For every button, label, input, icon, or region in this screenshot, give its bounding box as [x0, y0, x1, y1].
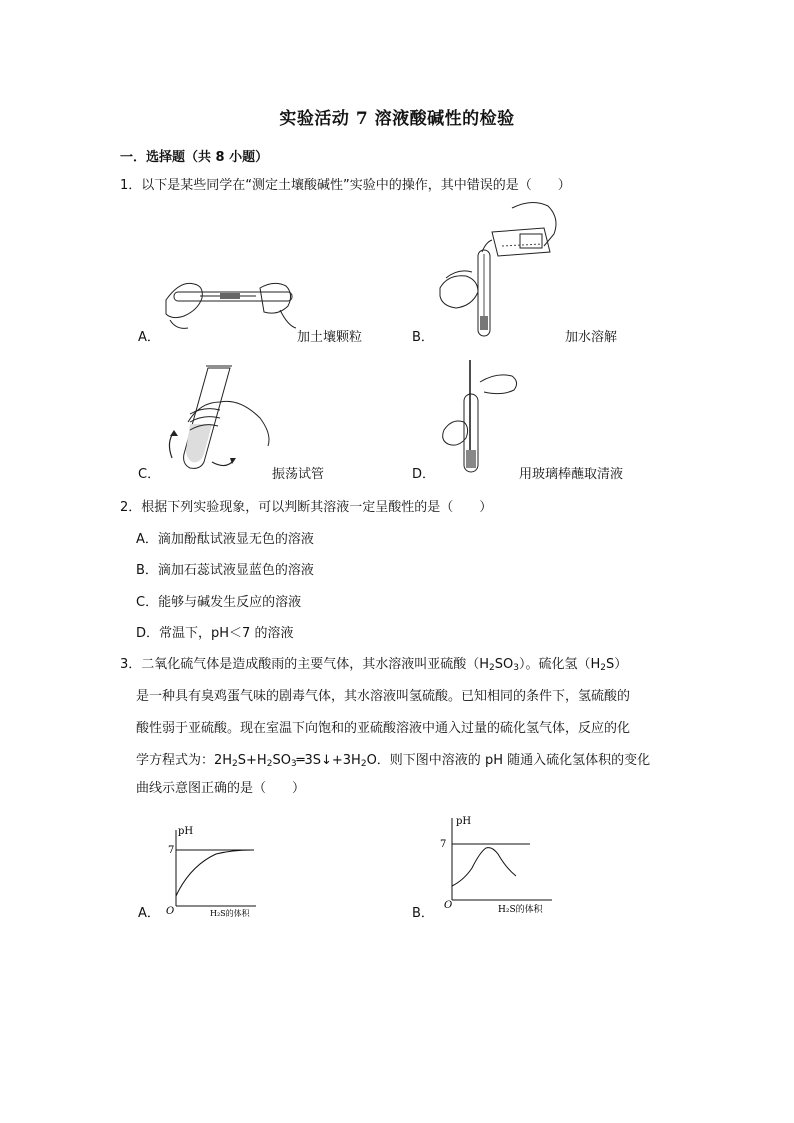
- q2-option-d: D．常温下，pH＜7 的溶液: [136, 626, 294, 641]
- question-3-line-3: 酸性弱于亚硫酸。现在室温下向饱和的亚硫酸溶液中通入过量的硫化氢气体，反应的化: [136, 721, 631, 736]
- q1-option-a-letter: A．: [138, 330, 160, 345]
- q1-option-a-caption: 加土壤颗粒: [297, 330, 363, 345]
- q3-a-origin: O: [166, 906, 175, 917]
- q1-option-d-letter: D．: [412, 467, 436, 482]
- q3-option-a-letter: A．: [138, 906, 160, 921]
- question-3-line-5: 曲线示意图正确的是（ ）: [136, 781, 306, 796]
- q3-a-x-label: H₂S的体积: [210, 909, 250, 918]
- q3-option-b-graph: [436, 812, 566, 920]
- q1-option-c-caption: 振荡试管: [272, 467, 325, 482]
- question-3-line-2: 是一种具有臭鸡蛋气味的剧毒气体，其水溶液叫氢硫酸。已知相同的条件下，氢硫酸的: [136, 689, 631, 704]
- q3-option-a-graph: [160, 820, 270, 924]
- q2-option-c: C．能够与碱发生反应的溶液: [136, 595, 302, 610]
- q1-option-a-image: [160, 270, 300, 344]
- q3-b-origin: O: [444, 900, 453, 911]
- question-3-line-4: 学方程式为：$2H_2S+H_2SO_3═3S↓+3H_2O$．则下图中溶液的 pH 随通入硫化氢体积的变化: [136, 753, 651, 769]
- q3-b-tick-7: 7: [440, 839, 447, 850]
- question-1-stem: 1．以下是某些同学在“测定土壤酸碱性”实验中的操作，其中错误的是（ ）: [120, 178, 571, 193]
- question-3-line-1: 3．二氧化硫气体是造成酸雨的主要气体，其水溶液叫亚硫酸$(H_2SO_3)$。硫化氢$(H_2S)$: [120, 657, 628, 673]
- q1-option-b-letter: B．: [412, 330, 434, 345]
- q2-option-a: A．滴加酚酞试液显无色的溶液: [136, 532, 314, 547]
- q3-b-x-label: H₂S的体积: [498, 905, 543, 915]
- q1-option-d-image: [436, 358, 526, 480]
- q1-option-b-image: [432, 198, 562, 344]
- q1-option-c-image: [160, 362, 280, 476]
- q3-option-b-letter: B．: [412, 906, 434, 921]
- q2-option-b: B．滴加石蕊试液显蓝色的溶液: [136, 563, 314, 578]
- q1-option-d-caption: 用玻璃棒蘸取清液: [519, 467, 624, 482]
- section-heading: 一．选择题（共 8 小题）: [120, 150, 269, 165]
- q1-option-c-letter: C．: [138, 467, 161, 482]
- q1-option-b-caption: 加水溶解: [565, 330, 618, 345]
- q3-a-y-label: pH: [178, 826, 194, 837]
- question-2-stem: 2．根据下列实验现象，可以判断其溶液一定呈酸性的是（ ）: [120, 500, 493, 515]
- q3-b-y-label: pH: [456, 816, 472, 827]
- q3-a-tick-7: 7: [168, 845, 175, 856]
- page-title: 实验活动 7 溶液酸碱性的检验: [279, 109, 515, 129]
